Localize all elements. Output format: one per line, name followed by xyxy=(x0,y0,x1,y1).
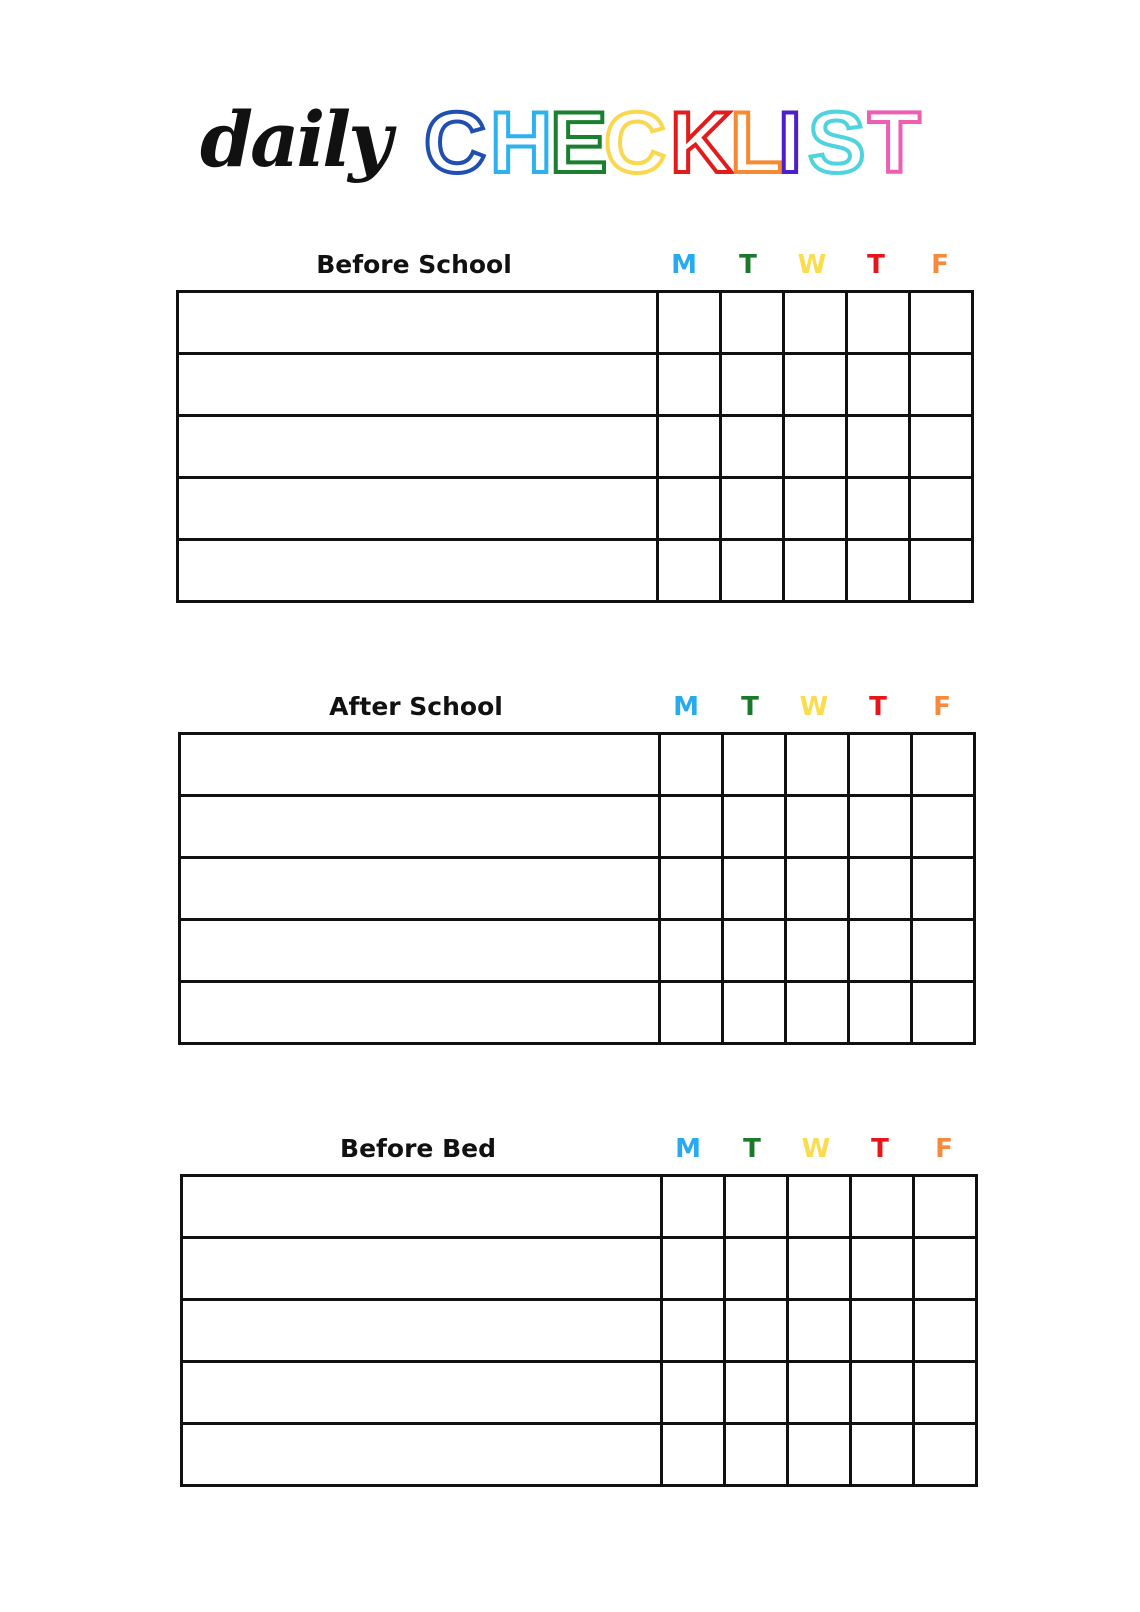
section-after-school xyxy=(178,688,978,1045)
day-checkbox[interactable] xyxy=(909,354,972,416)
checklist-table xyxy=(180,1174,978,1487)
day-checkbox[interactable] xyxy=(784,354,847,416)
day-checkbox[interactable] xyxy=(662,1362,725,1424)
day-checkbox[interactable] xyxy=(909,540,972,602)
day-checkbox[interactable] xyxy=(662,1300,725,1362)
section-before-bed xyxy=(180,1130,980,1487)
day-checkbox[interactable] xyxy=(786,796,849,858)
day-checkbox[interactable] xyxy=(849,920,912,982)
day-checkbox[interactable] xyxy=(851,1300,914,1362)
table-row xyxy=(178,416,973,478)
day-checkbox[interactable] xyxy=(725,1176,788,1238)
day-checkbox[interactable] xyxy=(723,920,786,982)
day-checkbox[interactable] xyxy=(847,354,910,416)
day-checkbox[interactable] xyxy=(721,478,784,540)
table-row xyxy=(178,478,973,540)
task-cell[interactable] xyxy=(178,540,658,602)
day-checkbox[interactable] xyxy=(723,796,786,858)
day-checkbox[interactable] xyxy=(662,1176,725,1238)
day-checkbox[interactable] xyxy=(788,1238,851,1300)
day-checkbox[interactable] xyxy=(911,796,974,858)
day-checkbox[interactable] xyxy=(725,1238,788,1300)
day-checkbox[interactable] xyxy=(911,734,974,796)
task-cell[interactable] xyxy=(180,920,660,982)
day-label: M xyxy=(673,692,699,722)
task-cell[interactable] xyxy=(182,1424,662,1486)
table-row xyxy=(180,920,975,982)
table-row xyxy=(180,734,975,796)
day-checkbox[interactable] xyxy=(909,416,972,478)
day-checkbox[interactable] xyxy=(662,1424,725,1486)
day-checkbox[interactable] xyxy=(660,858,723,920)
day-checkbox[interactable] xyxy=(660,796,723,858)
day-checkbox[interactable] xyxy=(786,858,849,920)
title-letter-h: H xyxy=(490,98,553,182)
table-row xyxy=(182,1424,977,1486)
task-cell[interactable] xyxy=(182,1300,662,1362)
checklist-table xyxy=(178,732,976,1045)
day-checkbox[interactable] xyxy=(913,1238,976,1300)
section-title: Before Bed xyxy=(340,1134,496,1163)
table-row xyxy=(182,1176,977,1238)
day-label: F xyxy=(933,692,951,722)
table-row xyxy=(178,540,973,602)
day-checkbox[interactable] xyxy=(660,920,723,982)
title-letter-s: S xyxy=(808,98,866,182)
day-checkbox[interactable] xyxy=(660,982,723,1044)
table-row xyxy=(180,796,975,858)
day-checkbox[interactable] xyxy=(786,982,849,1044)
day-label: M xyxy=(671,250,697,280)
task-cell[interactable] xyxy=(178,292,658,354)
day-checkbox[interactable] xyxy=(849,796,912,858)
day-checkbox[interactable] xyxy=(725,1424,788,1486)
day-label: W xyxy=(801,1134,831,1164)
title-letter-k: K xyxy=(670,98,733,182)
day-label: W xyxy=(799,692,829,722)
day-checkbox[interactable] xyxy=(723,982,786,1044)
section-title: Before School xyxy=(316,250,512,279)
day-checkbox[interactable] xyxy=(913,1362,976,1424)
day-checkbox[interactable] xyxy=(847,540,910,602)
day-checkbox[interactable] xyxy=(723,734,786,796)
day-label: T xyxy=(869,692,887,722)
day-checkbox[interactable] xyxy=(723,858,786,920)
section-before-school xyxy=(176,246,976,603)
title-letter-t: T xyxy=(868,98,921,182)
day-checkbox[interactable] xyxy=(911,982,974,1044)
day-label: W xyxy=(797,250,827,280)
day-checkbox[interactable] xyxy=(909,478,972,540)
day-label: T xyxy=(871,1134,889,1164)
day-checkbox[interactable] xyxy=(913,1176,976,1238)
day-checkbox[interactable] xyxy=(851,1362,914,1424)
table-row xyxy=(182,1238,977,1300)
day-label: T xyxy=(743,1134,761,1164)
title-letter-i: I xyxy=(778,98,802,182)
day-checkbox[interactable] xyxy=(788,1424,851,1486)
day-checkbox[interactable] xyxy=(913,1424,976,1486)
day-checkbox[interactable] xyxy=(784,416,847,478)
day-label: M xyxy=(675,1134,701,1164)
title-checklist xyxy=(420,98,960,182)
day-checkbox[interactable] xyxy=(658,478,721,540)
table-row xyxy=(182,1362,977,1424)
day-checkbox[interactable] xyxy=(911,920,974,982)
task-cell[interactable] xyxy=(180,858,660,920)
day-checkbox[interactable] xyxy=(913,1300,976,1362)
day-checkbox[interactable] xyxy=(721,540,784,602)
day-checkbox[interactable] xyxy=(658,540,721,602)
section-header xyxy=(180,1130,980,1170)
title-script-daily: daily xyxy=(200,95,390,184)
task-cell[interactable] xyxy=(178,354,658,416)
day-label: F xyxy=(935,1134,953,1164)
day-checkbox[interactable] xyxy=(909,292,972,354)
section-header xyxy=(176,246,976,286)
title-letter-e: E xyxy=(550,98,608,182)
title-letter-c: C xyxy=(424,98,487,182)
day-label: T xyxy=(867,250,885,280)
day-checkbox[interactable] xyxy=(725,1362,788,1424)
day-checkbox[interactable] xyxy=(658,416,721,478)
task-cell[interactable] xyxy=(178,416,658,478)
day-label: T xyxy=(739,250,757,280)
day-checkbox[interactable] xyxy=(788,1176,851,1238)
day-checkbox[interactable] xyxy=(784,478,847,540)
day-checkbox[interactable] xyxy=(847,478,910,540)
day-checkbox[interactable] xyxy=(851,1176,914,1238)
day-checkbox[interactable] xyxy=(721,292,784,354)
table-row xyxy=(180,858,975,920)
checklist-table xyxy=(176,290,974,603)
task-cell[interactable] xyxy=(180,734,660,796)
table-row xyxy=(180,982,975,1044)
table-row xyxy=(178,354,973,416)
day-checkbox[interactable] xyxy=(658,292,721,354)
day-checkbox[interactable] xyxy=(725,1300,788,1362)
day-checkbox[interactable] xyxy=(847,416,910,478)
day-checkbox[interactable] xyxy=(784,292,847,354)
day-checkbox[interactable] xyxy=(788,1300,851,1362)
day-checkbox[interactable] xyxy=(849,734,912,796)
task-cell[interactable] xyxy=(180,982,660,1044)
title-letter-c: C xyxy=(604,98,667,182)
task-cell[interactable] xyxy=(182,1362,662,1424)
day-checkbox[interactable] xyxy=(786,920,849,982)
task-cell[interactable] xyxy=(182,1176,662,1238)
task-cell[interactable] xyxy=(178,478,658,540)
day-checkbox[interactable] xyxy=(849,982,912,1044)
section-title: After School xyxy=(329,692,503,721)
table-row xyxy=(182,1300,977,1362)
day-label: T xyxy=(741,692,759,722)
task-cell[interactable] xyxy=(182,1238,662,1300)
table-row xyxy=(178,292,973,354)
day-checkbox[interactable] xyxy=(847,292,910,354)
day-checkbox[interactable] xyxy=(851,1238,914,1300)
day-checkbox[interactable] xyxy=(786,734,849,796)
day-checkbox[interactable] xyxy=(788,1362,851,1424)
day-checkbox[interactable] xyxy=(849,858,912,920)
day-checkbox[interactable] xyxy=(658,354,721,416)
day-checkbox[interactable] xyxy=(784,540,847,602)
day-checkbox[interactable] xyxy=(851,1424,914,1486)
day-checkbox[interactable] xyxy=(721,354,784,416)
day-label: F xyxy=(931,250,949,280)
day-checkbox[interactable] xyxy=(662,1238,725,1300)
section-header xyxy=(178,688,978,728)
day-checkbox[interactable] xyxy=(911,858,974,920)
day-checkbox[interactable] xyxy=(721,416,784,478)
day-checkbox[interactable] xyxy=(660,734,723,796)
title-letter-l: L xyxy=(730,98,783,182)
task-cell[interactable] xyxy=(180,796,660,858)
